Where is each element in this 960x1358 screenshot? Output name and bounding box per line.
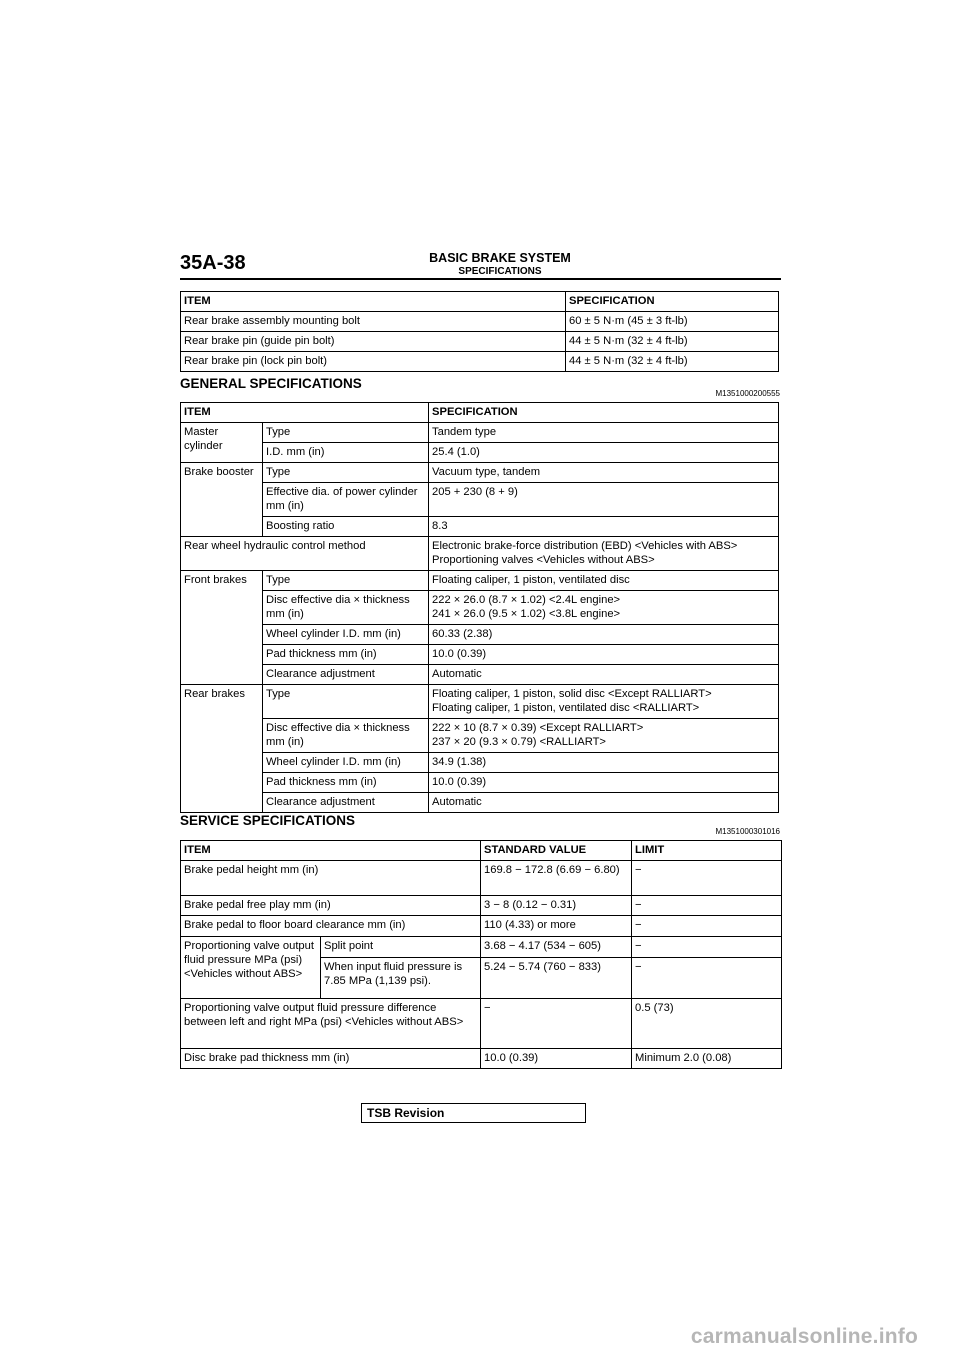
standard-value-cell: 110 (4.33) or more [481, 916, 632, 937]
table-row [181, 685, 779, 719]
item-cell: Proportioning valve output fluid pressure difference between left and right MPa (psi) <Vehicles without ABS> [181, 999, 481, 1049]
item-cell: Brake pedal height mm (in) [181, 861, 481, 896]
column-header: ITEM [181, 403, 429, 423]
item-cell: Split point [321, 937, 481, 958]
group-label-master-cylinder: Master cylinder [181, 423, 263, 463]
chapter-title: BASIC BRAKE SYSTEM [429, 251, 571, 265]
spec-cell: Automatic [429, 665, 779, 685]
limit-cell: − [632, 916, 782, 937]
standard-value-cell: 5.24 − 5.74 (760 − 833) [481, 958, 632, 999]
item-cell: Rear brake pin (lock pin bolt) [181, 352, 566, 372]
spec-line: Proportioning valves <Vehicles without ABS> [432, 554, 655, 566]
item-cell: Disc effective dia × thickness mm (in) [263, 719, 429, 753]
item-cell: Brake pedal to floor board clearance mm (in) [181, 916, 481, 937]
general-specifications-code: M1351000200555 [715, 389, 780, 398]
group-label-rear-brakes: Rear brakes [181, 685, 263, 813]
item-cell: I.D. mm (in) [263, 443, 429, 463]
table-row [181, 753, 779, 773]
standard-value-cell: 10.0 (0.39) [481, 1049, 632, 1069]
standard-value-cell: 3.68 − 4.17 (534 − 605) [481, 937, 632, 958]
group-label-proportioning-valve: Proportioning valve output fluid pressure MPa (psi) <Vehicles without ABS> [181, 937, 321, 999]
general-specifications-table [180, 402, 779, 813]
spec-cell: 44 ± 5 N·m (32 ± 4 ft-lb) [566, 332, 779, 352]
item-cell: Type [263, 423, 429, 443]
table-row [181, 625, 779, 645]
spec-line: 237 × 20 (9.3 × 0.79) <RALLIART> [432, 736, 606, 748]
spec-cell [429, 685, 779, 719]
tsb-revision-box: TSB Revision [361, 1103, 586, 1123]
table-row [181, 423, 779, 443]
limit-cell: − [632, 896, 782, 916]
service-specifications-title: SERVICE SPECIFICATIONS [180, 813, 356, 828]
limit-cell: − [632, 958, 782, 999]
item-cell: Type [263, 463, 429, 483]
table-row [181, 443, 779, 463]
column-header: ITEM [181, 841, 481, 861]
table-row [181, 773, 779, 793]
item-cell: Clearance adjustment [263, 793, 429, 813]
table-row [181, 665, 779, 685]
table-header-row [181, 403, 779, 423]
limit-cell: Minimum 2.0 (0.08) [632, 1049, 782, 1069]
spec-cell: 44 ± 5 N·m (32 ± 4 ft-lb) [566, 352, 779, 372]
column-header: STANDARD VALUE [481, 841, 632, 861]
table-row [181, 861, 782, 896]
spec-cell: 34.9 (1.38) [429, 753, 779, 773]
spec-cell [429, 537, 779, 571]
spec-cell: 8.3 [429, 517, 779, 537]
watermark: carmanualsonline.info [690, 1325, 918, 1348]
item-cell: Clearance adjustment [263, 665, 429, 685]
column-header: ITEM [181, 292, 566, 312]
item-cell: Wheel cylinder I.D. mm (in) [263, 625, 429, 645]
item-cell: Wheel cylinder I.D. mm (in) [263, 753, 429, 773]
table-row [181, 483, 779, 517]
spec-cell: 10.0 (0.39) [429, 645, 779, 665]
group-label-front-brakes: Front brakes [181, 571, 263, 685]
table-row [181, 999, 782, 1049]
table-row [181, 645, 779, 665]
header-rule [180, 278, 781, 280]
item-cell: When input fluid pressure is 7.85 MPa (1,139 psi). [321, 958, 481, 999]
item-cell: Type [263, 685, 429, 719]
spec-cell [429, 719, 779, 753]
table-header-row [181, 292, 779, 312]
table-row [181, 312, 779, 332]
spec-cell: 25.4 (1.0) [429, 443, 779, 463]
standard-value-cell: 3 − 8 (0.12 − 0.31) [481, 896, 632, 916]
item-cell: Effective dia. of power cylinder mm (in) [263, 483, 429, 517]
service-specifications-code: M1351000301016 [715, 827, 780, 836]
spec-cell: 10.0 (0.39) [429, 773, 779, 793]
table-row [181, 793, 779, 813]
table-row [181, 916, 782, 937]
item-cell: Disc brake pad thickness mm (in) [181, 1049, 481, 1069]
limit-cell: − [632, 937, 782, 958]
spec-cell: Automatic [429, 793, 779, 813]
limit-cell: − [632, 861, 782, 896]
page-number: 35A-38 [180, 252, 246, 274]
item-cell: Brake pedal free play mm (in) [181, 896, 481, 916]
spec-line: Electronic brake-force distribution (EBD) <Vehicles with ABS> [432, 540, 738, 552]
spec-cell: 205 + 230 (8 + 9) [429, 483, 779, 517]
column-header: SPECIFICATION [429, 403, 779, 423]
item-cell: Disc effective dia × thickness mm (in) [263, 591, 429, 625]
spec-cell: Floating caliper, 1 piston, ventilated disc [429, 571, 779, 591]
table-row [181, 591, 779, 625]
limit-cell: 0.5 (73) [632, 999, 782, 1049]
table-row [181, 352, 779, 372]
spec-cell [429, 591, 779, 625]
table-row [181, 571, 779, 591]
item-cell: Rear brake assembly mounting bolt [181, 312, 566, 332]
item-cell: Rear wheel hydraulic control method [181, 537, 429, 571]
table-row [181, 719, 779, 753]
general-specifications-title: GENERAL SPECIFICATIONS [180, 376, 362, 391]
spec-cell: Vacuum type, tandem [429, 463, 779, 483]
item-cell: Type [263, 571, 429, 591]
table-row [181, 1049, 782, 1069]
table-row [181, 332, 779, 352]
spec-line: 241 × 26.0 (9.5 × 1.02) <3.8L engine> [432, 608, 621, 620]
item-cell: Pad thickness mm (in) [263, 645, 429, 665]
spec-line: 222 × 26.0 (8.7 × 1.02) <2.4L engine> [432, 594, 621, 606]
table-row [181, 517, 779, 537]
table-row [181, 537, 779, 571]
table-row [181, 463, 779, 483]
standard-value-cell: 169.8 − 172.8 (6.69 − 6.80) [481, 861, 632, 896]
group-label-brake-booster: Brake booster [181, 463, 263, 537]
chapter-subtitle: SPECIFICATIONS [458, 266, 542, 277]
column-header: SPECIFICATION [566, 292, 779, 312]
item-cell: Rear brake pin (guide pin bolt) [181, 332, 566, 352]
spec-line: Floating caliper, 1 piston, ventilated disc <RALLIART> [432, 702, 700, 714]
table-header-row [181, 841, 782, 861]
spec-cell: 60 ± 5 N·m (45 ± 3 ft-lb) [566, 312, 779, 332]
spec-cell: 60.33 (2.38) [429, 625, 779, 645]
item-cell: Boosting ratio [263, 517, 429, 537]
service-specifications-table [180, 840, 782, 1069]
table-row [181, 937, 782, 958]
standard-value-cell: − [481, 999, 632, 1049]
column-header: LIMIT [632, 841, 782, 861]
table-row [181, 896, 782, 916]
spec-line: 222 × 10 (8.7 × 0.39) <Except RALLIART> [432, 722, 644, 734]
spec-cell: Tandem type [429, 423, 779, 443]
item-cell: Pad thickness mm (in) [263, 773, 429, 793]
spec-line: Floating caliper, 1 piston, solid disc <Except RALLIART> [432, 688, 712, 700]
torque-table [180, 291, 779, 372]
